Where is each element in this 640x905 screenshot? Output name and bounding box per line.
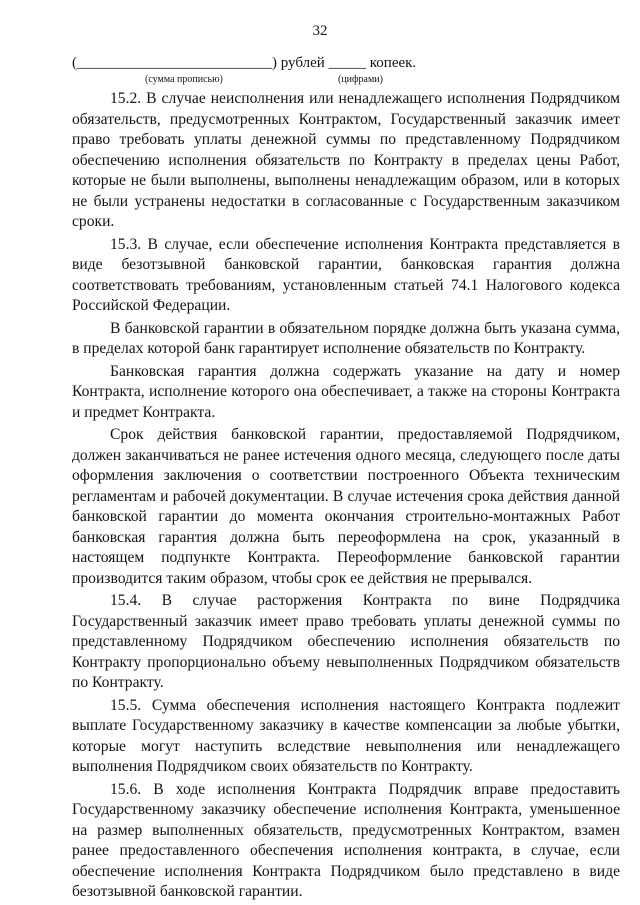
page-number: 32 xyxy=(312,23,328,39)
document-body xyxy=(72,89,620,903)
paragraph-guarantee-term: Срок действия банковской гарантии, предоставляемой Подрядчиком, должен заканчиваться не ранее истечения одного месяца, следующего после даты оформления заключения о соответствии построенного Объекта техническим регламентам и рабочей документации. В случае истечения срока действия данной банковской гарантии до момента окончания строительно-монтажных Работ банковская гарантия должна быть переоформлена на срок, указанный в настоящем подпункте Контракта. Переоформление банковской гарантии производится таким образом, чтобы срок ее действия не прерывался. xyxy=(72,426,620,587)
paragraph-15-2: 15.2. В случае неисполнения или ненадлежащего исполнения Подрядчиком обязательств, предусмотренных Контрактом, Государственный заказчик имеет право требовать уплаты денежной суммы по представленному Подрядчиком обеспечению исполнения обязательств по Контракту в пределах цены Работ, которые не были выполнены, выполнены ненадлежащим образом, или в которых не были устранены недостатки в согласованные с Государственным заказчиком сроки. xyxy=(72,90,620,230)
sum-in-digits-caption: (цифрами) xyxy=(338,74,383,85)
paragraph-15-3: 15.3. В случае, если обеспечение исполнения Контракта представляется в виде безотзывной банковской гарантии, банковская гарантия должна соответствовать требованиям, установленным статьей 74.1 Налогового кодекса Российской Федерации. xyxy=(72,235,620,314)
paragraph-15-5: 15.5. Сумма обеспечения исполнения настоящего Контракта подлежит выплате Государственному заказчику в качестве компенсации за любые убытки, которые могут наступить вследствие невыполнения или ненадлежащего выполнения Подрядчиком своих обязательств по Контракту. xyxy=(72,696,620,775)
sum-in-words-caption: (сумма прописью) xyxy=(145,74,223,85)
paragraph-15-4: 15.4. В случае расторжения Контракта по вине Подрядчика Государственный заказчик имеет право требовать уплаты денежной суммы по представленному Подрядчиком обеспечению исполнения обязательств по Контракту пропорционально объему невыполненных Подрядчиком обязательств по Контракту. xyxy=(72,592,620,691)
paragraph-guarantee-sum: В банковской гарантии в обязательном порядке должна быть указана сумма, в пределах которой банк гарантирует исполнение обязательств по Контракту. xyxy=(72,319,620,357)
sum-line: (__________________________) рублей _____ копеек. xyxy=(72,55,417,71)
paragraph-guarantee-contents: Банковская гарантия должна содержать указание на дату и номер Контракта, исполнение которого она обеспечивает, а также на стороны Контракта и предмет Контракта. xyxy=(72,362,620,421)
paragraph-15-6: 15.6. В ходе исполнения Контракта Подрядчик вправе предоставить Государственному заказчику обеспечение исполнения Контракта, уменьшенное на размер выполненных обязательств, предусмотренных Контрактом, взамен ранее предоставленного обеспечения исполнения контракта, в случае, если обеспечение исполнения Контракта Подрядчиком было представлено в виде безотзывной банковской гарантии. xyxy=(72,780,620,900)
